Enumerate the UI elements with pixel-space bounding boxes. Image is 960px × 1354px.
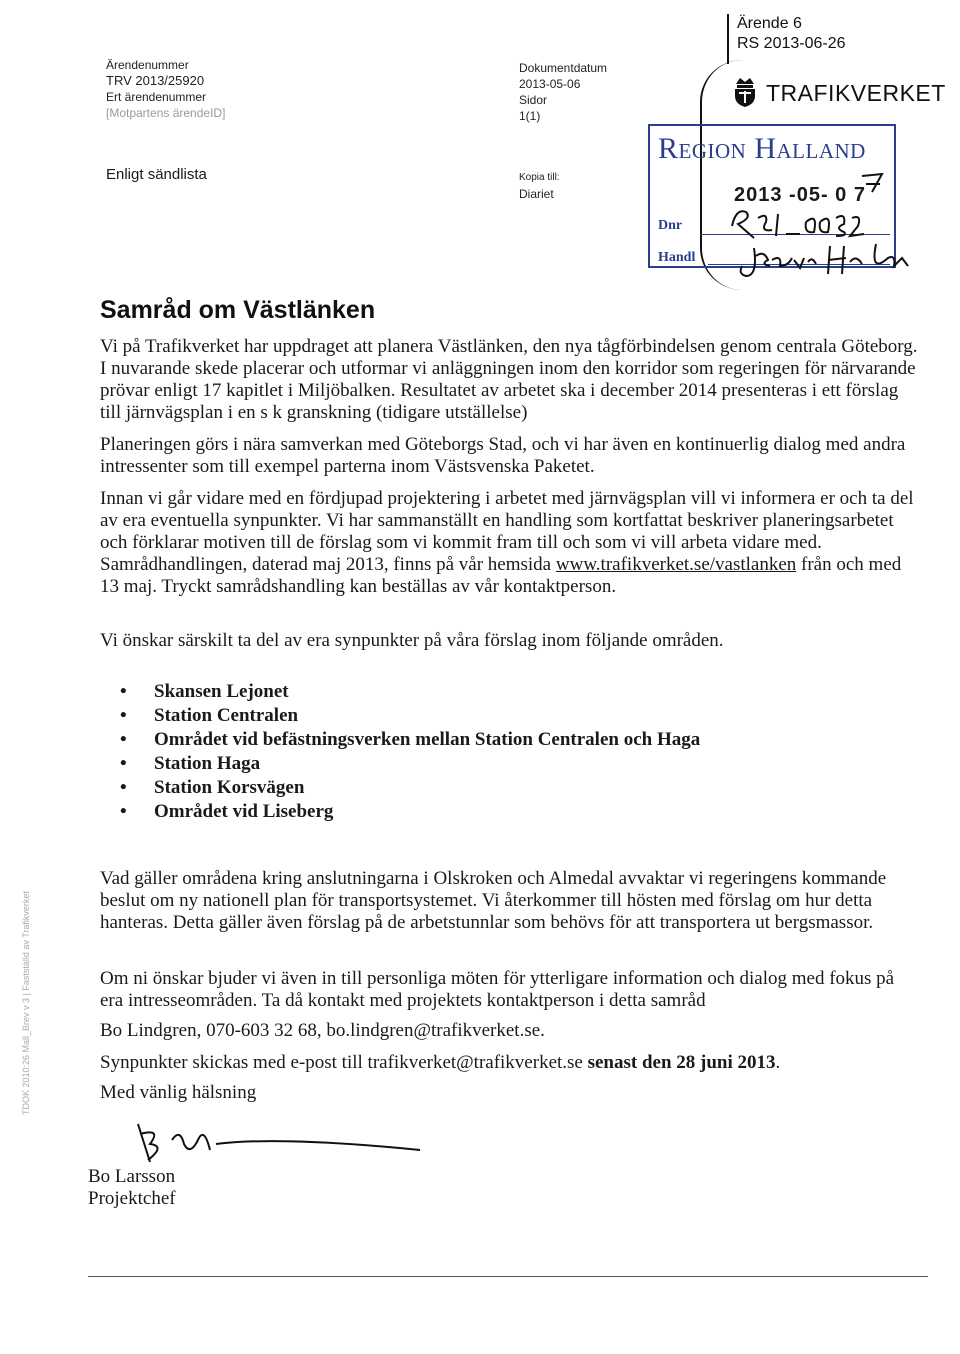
list-item: • Skansen Lejonet (118, 680, 700, 704)
arendenummer: TRV 2013/25920 (106, 73, 205, 88)
paragraph-5 (100, 868, 920, 934)
trafikverket-logo (732, 74, 946, 113)
kopia (519, 170, 560, 202)
paragraph-7 (100, 1020, 920, 1042)
paragraph-6 (100, 968, 920, 1012)
website-link[interactable]: www.trafikverket.se/vastlanken (555, 554, 797, 575)
closing-text: Med vänlig hälsning (100, 1082, 257, 1103)
paragraph-3-text-b: från och med 13 maj. Tryckt samrådshandling kan beställas av vår kontaktperson. (100, 554, 902, 597)
sidor-label: Sidor (519, 93, 548, 107)
area-list (118, 680, 700, 824)
signer-role: Projektchef (88, 1188, 176, 1209)
paragraph-2-text: Planeringen görs i nära samverkan med Göteborgs Stad, och vi har även en kontinuerlig dialog med andra intressenter som till exempel parterna inom Västsvenska Paketet. (100, 434, 906, 477)
list-item: • Station Korsvägen (118, 776, 700, 800)
handwriting-svg (650, 126, 950, 286)
arendenummer-label: Ärendenummer (106, 58, 189, 72)
header-left (106, 57, 225, 121)
paragraph-8 (100, 1052, 920, 1074)
paragraph-2 (100, 434, 920, 478)
paragraph-8-text-a: Synpunkter skickas med e-post till trafikverket@trafikverket.se (100, 1052, 588, 1073)
stamp-dnr-label: Dnr (658, 218, 683, 233)
stamp-date: 2013 -05- 0 7 (734, 184, 866, 206)
paragraph-4-text: Vi önskar särskilt ta del av era synpunkter på våra förslag inom följande områden. (100, 630, 724, 651)
crown-icon (732, 74, 758, 113)
deadline: senast den 28 juni 2013 (587, 1052, 776, 1073)
paragraph-6-text: Om ni önskar bjuder vi även in till personliga möten för ytterligare information och dialog med fokus på era intresseområden. Ta då kontakt med projektets kontaktperson i detta samråd (100, 968, 895, 1011)
stamp-title: Region Halland (658, 132, 866, 165)
datum: 2013-05-06 (519, 77, 581, 91)
kopia-label: Kopia till: (519, 172, 560, 183)
paragraph-4 (100, 630, 920, 652)
letter-title: Samråd om Västlänken (100, 296, 376, 324)
rs-date: RS 2013-06-26 (737, 35, 846, 52)
list-item: • Området vid befästningsverken mellan Station Centralen och Haga (118, 728, 700, 752)
arende-block (737, 14, 846, 54)
stamp-handl-label: Handl (658, 250, 696, 265)
recipient: Enligt sändlista (106, 166, 207, 183)
kopia-value: Diariet (519, 187, 554, 201)
contact-person: Bo Lindgren, 070-603 32 68, bo.lindgren@trafikverket.se. (100, 1020, 545, 1041)
signature-image (120, 1110, 440, 1170)
registration-stamp (648, 124, 896, 268)
list-item: • Station Centralen (118, 704, 700, 728)
paragraph-3 (100, 488, 920, 598)
footer-divider (88, 1276, 928, 1277)
ert-arendenummer: [Motpartens ärendeID] (106, 106, 226, 120)
paragraph-1 (100, 336, 920, 424)
sidor: 1(1) (519, 109, 541, 123)
paragraph-3-text-a: Innan vi går vidare med en fördjupad projektering i arbetet med järnvägsplan vill vi informera er och ta del av era eventuella synpunkter. Vi har sammanställt en handling som kortfattat beskriver planeringsarbetet och förklarar motiven till de förslag som vi kommit fram till och som vi vill arbeta vidare med. Samrådhandlingen, daterad maj 2013, finns på vår hemsida (100, 488, 914, 575)
margin-template-text: TDOK 2010:26 Mall_Brev v 3 | Fastställd av Trafikverket (21, 891, 31, 1115)
arende-marker-line (727, 14, 729, 64)
paragraph-8-text-c: . (775, 1052, 781, 1073)
list-item: • Station Haga (118, 752, 700, 776)
paragraph-5-text: Vad gäller områdena kring anslutningarna i Olskroken och Almedal avvaktar vi regeringens kommande beslut om ny nationell plan för transportsystemet. Vi återkommer till hösten med förslag om hur detta hanteras. Detta gäller även förslag på de arbetstunnlar som behövs för att transportera ut bergsmassor. (100, 868, 887, 933)
logo-text: TRAFIKVERKET (766, 80, 946, 106)
signature-block (88, 1166, 176, 1210)
arende-number: Ärende 6 (737, 15, 802, 32)
paragraph-1-text: Vi på Trafikverket har uppdraget att planera Västlänken, den nya tågförbindelsen genom centrala Göteborg. I nuvarande skede placerar och utformar vi anläggningen inom den korridor som regeringen för närvarande prövar enligt 17 kapitlet i Miljöbalken. Resultatet av arbetet ska i december 2014 presenteras i ett förslag till järnvägsplan i en s k granskning (tidigare utställelse) (100, 336, 918, 423)
list-item: • Området vid Liseberg (118, 800, 700, 824)
closing (100, 1082, 920, 1104)
signer-name: Bo Larsson (88, 1166, 176, 1187)
header-mid (519, 60, 607, 124)
ert-arendenummer-label: Ert ärendenummer (106, 90, 207, 104)
datum-label: Dokumentdatum (519, 61, 608, 75)
